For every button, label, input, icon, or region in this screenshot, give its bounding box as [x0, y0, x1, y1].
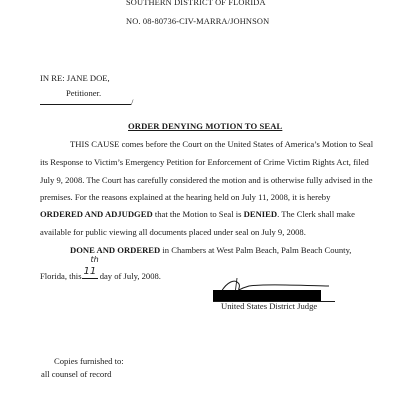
para1-line3: July 9, 2008. The Court has carefully considered the motion and is otherwise fully advised in the — [40, 175, 373, 185]
para2-line1 — [40, 209, 355, 219]
handwritten-th: th — [90, 255, 99, 264]
para2-middle: that the Motion to Seal is — [152, 209, 244, 219]
para1-line1: THIS CAUSE comes before the Court on the United States of America’s Motion to Seal — [70, 139, 374, 149]
para1-line4: premises. For the reasons explained at the hearing held on July 11, 2008, it is hereby — [40, 192, 331, 202]
para1-line2: its Response to Victim’s Emergency Petition for Enforcement of Crime Victim Rights Act, filed — [40, 157, 369, 167]
handwritten-day: 11 — [83, 266, 97, 277]
day-blank — [82, 255, 99, 279]
para2-end: . The Clerk shall make — [277, 209, 355, 219]
district-heading: SOUTHERN DISTRICT OF FLORIDA — [126, 0, 266, 7]
order-title: ORDER DENYING MOTION TO SEAL — [128, 121, 283, 131]
denied-word: DENIED — [243, 209, 278, 219]
redaction-bar — [213, 290, 321, 301]
all-counsel: all counsel of record — [41, 369, 112, 379]
caption-slash: / — [131, 97, 134, 107]
para3-rest: in Chambers at West Palm Beach, Palm Beach County, — [160, 245, 352, 255]
day-of-july: day of July, 2008. — [97, 271, 161, 281]
caption-rule — [40, 96, 133, 107]
ordered-adjudged: ORDERED AND ADJUDGED — [40, 209, 153, 219]
caption-underline — [40, 96, 134, 107]
done-ordered: DONE AND ORDERED — [70, 245, 161, 255]
in-re-caption: IN RE: JANE DOE, — [40, 73, 110, 83]
judge-title: United States District Judge — [221, 301, 318, 311]
copies-furnished: Copies furnished to: — [54, 356, 124, 366]
case-number: NO. 08-80736-CIV-MARRA/JOHNSON — [126, 17, 270, 26]
para2-line2: available for public viewing all documents placed under seal on July 9, 2008. — [40, 227, 306, 237]
para3-line2 — [40, 255, 161, 281]
petitioner-label: Petitioner. — [66, 88, 102, 98]
para3-line1 — [70, 245, 351, 255]
florida-this: Florida, this — [40, 271, 82, 281]
